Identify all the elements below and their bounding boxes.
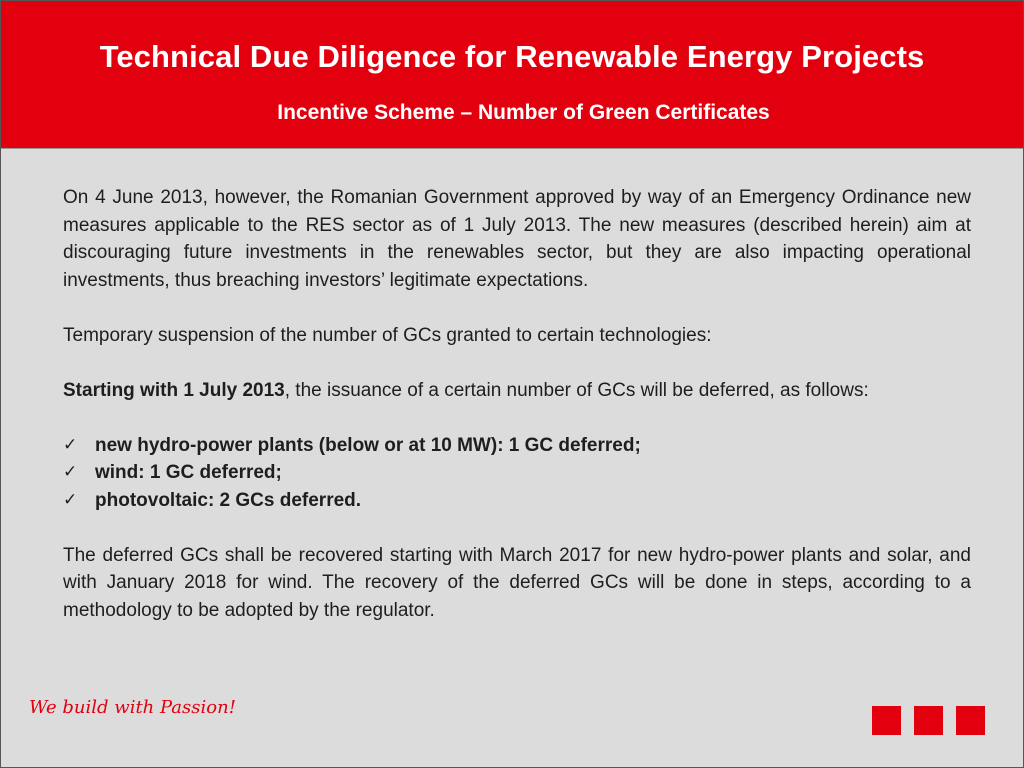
paragraph-starting bbox=[63, 377, 971, 405]
deferral-list bbox=[63, 432, 971, 515]
checkmark-icon: ✓ bbox=[63, 489, 78, 510]
slide-title: Technical Due Diligence for Renewable Energy Projects bbox=[99, 39, 925, 74]
logo-square-icon bbox=[872, 706, 901, 735]
checkmark-icon: ✓ bbox=[63, 434, 78, 455]
footer-slogan: We build with Passion! bbox=[29, 697, 236, 718]
starting-date-label: Starting with 1 July 2013 bbox=[63, 379, 285, 401]
logo-squares bbox=[872, 706, 986, 735]
starting-date-text: , the issuance of a certain number of GCs will be deferred, as follows: bbox=[284, 379, 869, 401]
logo-square-icon bbox=[914, 706, 943, 735]
header-banner bbox=[1, 1, 1023, 149]
list-item bbox=[63, 432, 971, 460]
paragraph-suspension: Temporary suspension of the number of GCs granted to certain technologies: bbox=[63, 324, 712, 346]
list-item bbox=[63, 459, 971, 487]
logo-square-icon bbox=[956, 706, 985, 735]
list-item bbox=[63, 487, 971, 515]
list-item-text: new hydro-power plants (below or at 10 MW): 1 GC deferred; bbox=[95, 434, 641, 456]
checkmark-icon: ✓ bbox=[63, 462, 78, 482]
list-item-text: photovoltaic: 2 GCs deferred. bbox=[95, 489, 362, 511]
list-item-text: wind: 1 GC deferred; bbox=[95, 462, 282, 483]
paragraph-intro: On 4 June 2013, however, the Romanian Government approved by way of an Emergency Ordinance new measures applicable to the RES sector as of 1 July 2013. The new measures (described herein) aim at discouraging future investments in the renewables sector, but they are also impacting operational investments, thus breaching investors’ legitimate expectations. bbox=[63, 187, 971, 291]
slide-subtitle: Incentive Scheme – Number of Green Certificates bbox=[277, 101, 770, 124]
paragraph-recovery: The deferred GCs shall be recovered starting with March 2017 for new hydro-power plants and solar, and with January 2018 for wind. The recovery of the deferred GCs will be done in steps, according to a methodology to be adopted by the regulator. bbox=[63, 544, 971, 621]
body-content bbox=[63, 184, 971, 624]
